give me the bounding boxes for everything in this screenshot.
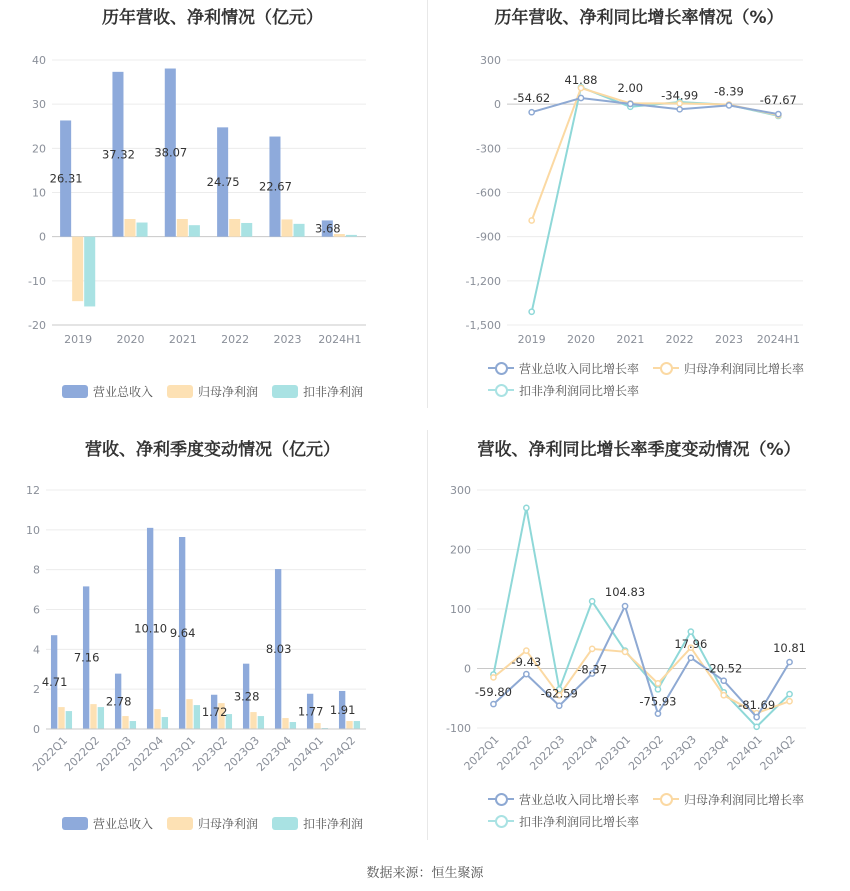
- point-revenue: [557, 703, 562, 708]
- data-label: 1.91: [329, 702, 356, 717]
- legend-swatch: [62, 385, 88, 398]
- bar-deducted-profit: [258, 716, 264, 729]
- legend-swatch: [62, 817, 88, 830]
- x-tick-label: 2023Q1: [593, 732, 634, 773]
- legend-item-deducted-growth[interactable]: [488, 379, 639, 401]
- x-tick-label: 2021: [168, 333, 197, 346]
- data-label: 26.31: [49, 171, 83, 186]
- x-tick-label: 2023Q2: [626, 732, 667, 773]
- y-tick-label: -900: [476, 230, 501, 244]
- data-label: 2.78: [105, 694, 132, 709]
- x-tick-label: 2024Q2: [318, 733, 359, 774]
- x-tick-label: 2023Q2: [190, 733, 231, 774]
- bar-deducted-profit: [137, 223, 148, 237]
- chart-title: 历年营收、净利情况（亿元）: [102, 8, 323, 28]
- y-tick-label: 100: [450, 603, 471, 616]
- legend-label: 归母净利润同比增长率: [684, 792, 805, 807]
- data-label: 3.28: [233, 689, 260, 704]
- legend-swatch: [167, 817, 193, 830]
- data-label: -8.39: [714, 84, 744, 99]
- y-tick-label: -300: [476, 142, 501, 156]
- y-tick-label: 12: [26, 484, 40, 497]
- legend-symbol: [653, 792, 679, 806]
- data-label: 9.64: [169, 626, 196, 641]
- x-tick-label: 2023: [715, 333, 743, 346]
- legend-item-deducted-profit[interactable]: [272, 812, 363, 834]
- point-revenue: [491, 701, 496, 706]
- legend-item-revenue-growth[interactable]: [488, 788, 639, 810]
- legend-label: 归母净利润: [198, 384, 259, 399]
- data-label: 24.75: [206, 175, 240, 190]
- x-tick-label: 2022Q4: [560, 732, 601, 773]
- chart-title: 营收、净利季度变动情况（亿元）: [85, 440, 340, 460]
- bar-deducted-profit: [294, 224, 305, 237]
- legend-label: 营业总收入同比增长率: [519, 792, 640, 807]
- y-tick-label: 10: [32, 186, 46, 200]
- y-tick-label: 0: [494, 98, 501, 112]
- data-label: 7.16: [73, 650, 100, 665]
- quarterly-growth-chart: [428, 430, 850, 850]
- legend-swatch: [272, 817, 298, 830]
- data-label: -75.93: [639, 694, 677, 709]
- bar-deducted-profit: [162, 717, 168, 729]
- y-tick-label: 40: [32, 54, 46, 67]
- point-revenue: [726, 103, 731, 108]
- bar-net-profit: [58, 707, 64, 729]
- point-deducted: [754, 724, 759, 729]
- y-tick-label: -20: [28, 319, 46, 332]
- x-tick-label: 2024Q1: [286, 733, 327, 774]
- bar-deducted-profit: [354, 721, 360, 729]
- data-label: -59.80: [474, 685, 512, 700]
- point-net: [622, 649, 627, 654]
- point-net: [787, 699, 792, 704]
- x-tick-label: 2019: [517, 333, 546, 346]
- point-deducted: [529, 309, 534, 314]
- x-tick-label: 2022: [665, 333, 694, 346]
- y-tick-label: 0: [33, 723, 40, 736]
- data-source: 数据来源：恒生聚源: [366, 866, 484, 881]
- bar-net-profit: [186, 699, 192, 729]
- x-tick-label: 2019: [64, 333, 93, 346]
- bar-net-profit: [229, 219, 240, 237]
- point-deducted: [787, 691, 792, 696]
- bar-deducted-profit: [290, 722, 296, 729]
- y-tick-label: 6: [33, 603, 40, 617]
- point-revenue: [622, 604, 627, 609]
- legend: [488, 788, 828, 832]
- point-net: [590, 646, 595, 651]
- point-net: [655, 681, 660, 686]
- x-tick-label: 2022Q3: [94, 733, 135, 774]
- data-label: 8.03: [265, 642, 292, 657]
- x-tick-label: 2024H1: [318, 333, 362, 346]
- annual-growth-chart: [428, 0, 850, 410]
- y-tick-label: 10: [26, 523, 40, 537]
- point-revenue: [655, 711, 660, 716]
- data-label: 4.71: [41, 675, 68, 690]
- point-net: [491, 675, 496, 680]
- legend-item-net-profit[interactable]: [167, 380, 258, 402]
- legend-label: 营业总收入: [93, 816, 154, 831]
- data-label: 17.96: [674, 636, 708, 651]
- quarterly-amount-chart: [0, 430, 425, 850]
- data-label: -62.59: [540, 686, 578, 701]
- point-net: [529, 218, 534, 223]
- bar-net-profit: [346, 721, 352, 729]
- legend-item-net-growth[interactable]: [653, 357, 804, 379]
- y-tick-label: 4: [33, 643, 40, 657]
- data-label: 38.07: [154, 145, 188, 160]
- bar-deducted-profit: [346, 235, 357, 237]
- x-tick-label: 2022Q2: [494, 732, 535, 773]
- legend-symbol: [488, 814, 514, 828]
- point-revenue: [677, 107, 682, 112]
- legend-symbol: [488, 361, 514, 375]
- x-tick-label: 2023Q4: [691, 732, 732, 773]
- y-tick-label: -1,500: [465, 319, 501, 332]
- point-revenue: [578, 95, 583, 100]
- bar-net-profit: [72, 237, 83, 301]
- bar-deducted-profit: [98, 707, 104, 729]
- chart-title: 历年营收、净利同比增长率情况（%）: [494, 8, 784, 28]
- annual-amount-panel: [0, 0, 425, 410]
- annual-amount-chart: [0, 0, 425, 410]
- legend-item-deducted-profit[interactable]: [272, 380, 363, 402]
- data-label: -34.99: [661, 88, 699, 103]
- bar-net-profit: [314, 723, 320, 729]
- bar-net-profit: [177, 219, 188, 237]
- legend: [488, 357, 828, 401]
- data-label: -20.52: [705, 661, 743, 676]
- quarterly-growth-panel: [428, 430, 850, 850]
- chart-title: 营收、净利同比增长率季度变动情况（%）: [477, 440, 801, 460]
- y-tick-label: 0: [39, 230, 46, 244]
- point-deducted: [590, 599, 595, 604]
- x-tick-label: 2021: [616, 333, 645, 346]
- y-tick-label: -100: [446, 722, 471, 735]
- legend-item-revenue-growth[interactable]: [488, 357, 639, 379]
- legend-label: 扣非净利润: [303, 384, 364, 399]
- x-tick-label: 2024Q2: [757, 732, 798, 773]
- bar-net-profit: [250, 712, 256, 729]
- y-tick-label: 20: [32, 142, 46, 156]
- x-tick-label: 2022: [221, 333, 250, 346]
- x-tick-label: 2024Q1: [724, 732, 765, 773]
- annual-growth-panel: [428, 0, 850, 410]
- legend-symbol: [653, 361, 679, 375]
- bar-net-profit: [154, 709, 160, 729]
- point-deducted: [524, 505, 529, 510]
- legend-item-revenue[interactable]: [62, 812, 153, 834]
- legend-label: 营业总收入同比增长率: [519, 361, 640, 376]
- point-net: [524, 648, 529, 653]
- point-deducted: [655, 687, 660, 692]
- legend-symbol: [488, 383, 514, 397]
- legend-label: 营业总收入: [93, 384, 154, 399]
- data-label: 1.72: [201, 704, 228, 719]
- x-tick-label: 2024H1: [756, 333, 800, 346]
- x-tick-label: 2020: [567, 333, 595, 346]
- legend-swatch: [167, 385, 193, 398]
- x-tick-label: 2023Q3: [222, 733, 263, 774]
- data-label: 104.83: [604, 585, 646, 600]
- x-tick-label: 2023: [273, 333, 302, 346]
- y-tick-label: -600: [476, 186, 501, 200]
- legend-item-net-growth[interactable]: [653, 788, 804, 810]
- x-tick-label: 2022Q1: [30, 733, 71, 774]
- x-tick-label: 2022Q2: [62, 733, 103, 774]
- legend-item-deducted-growth[interactable]: [488, 810, 639, 832]
- series-line-revenue: [532, 98, 779, 114]
- legend-item-revenue[interactable]: [62, 380, 153, 402]
- data-label: -81.69: [738, 698, 776, 713]
- bar-deducted-profit: [66, 711, 72, 729]
- point-net: [721, 693, 726, 698]
- bar-net-profit: [90, 704, 96, 729]
- x-tick-label: 2022Q3: [527, 732, 568, 773]
- point-deducted: [688, 629, 693, 634]
- bar-net-profit: [124, 219, 135, 237]
- y-tick-label: -1,200: [465, 274, 501, 288]
- data-label: -54.62: [513, 91, 551, 106]
- point-revenue: [787, 659, 792, 664]
- y-tick-label: -10: [28, 274, 46, 288]
- legend-symbol: [488, 792, 514, 806]
- x-tick-label: 2023Q4: [254, 733, 295, 774]
- legend: [62, 812, 392, 834]
- data-label: -8.37: [577, 662, 608, 677]
- data-label: 37.32: [101, 147, 135, 162]
- x-tick-label: 2022Q1: [461, 732, 502, 773]
- bar-deducted-profit: [189, 225, 200, 236]
- point-revenue: [721, 678, 726, 683]
- point-revenue: [524, 672, 529, 677]
- x-tick-label: 2023Q3: [658, 732, 699, 773]
- bar-deducted-profit: [194, 705, 200, 729]
- point-revenue: [776, 112, 781, 117]
- legend-item-net-profit[interactable]: [167, 812, 258, 834]
- legend-swatch: [272, 385, 298, 398]
- bar-deducted-profit: [130, 721, 136, 729]
- bar-net-profit: [282, 718, 288, 729]
- point-revenue: [529, 110, 534, 115]
- data-label: -9.43: [511, 655, 542, 670]
- legend: [62, 380, 392, 402]
- legend-label: 归母净利润同比增长率: [684, 361, 805, 376]
- point-revenue: [688, 655, 693, 660]
- data-label: 10.81: [773, 641, 807, 656]
- data-label: 1.77: [297, 704, 324, 719]
- point-revenue: [628, 101, 633, 106]
- x-tick-label: 2020: [116, 333, 145, 346]
- legend-label: 扣非净利润同比增长率: [519, 814, 640, 829]
- legend-label: 扣非净利润: [303, 816, 364, 831]
- y-tick-label: 30: [32, 98, 46, 112]
- y-tick-label: 300: [450, 484, 471, 497]
- y-tick-label: 0: [464, 662, 471, 676]
- bar-deducted-profit: [241, 223, 252, 237]
- legend-label: 扣非净利润同比增长率: [519, 383, 640, 398]
- y-tick-label: 8: [33, 563, 40, 577]
- data-label: 3.68: [314, 221, 341, 236]
- y-tick-label: 200: [450, 543, 471, 557]
- data-label: 22.67: [258, 179, 292, 194]
- data-label: -67.67: [759, 93, 797, 108]
- bar-net-profit: [281, 219, 292, 236]
- data-label: 2.00: [617, 80, 644, 95]
- y-tick-label: 2: [33, 683, 40, 697]
- bar-deducted-profit: [84, 237, 95, 307]
- data-label: 10.10: [134, 621, 168, 636]
- data-label: 41.88: [564, 73, 598, 88]
- legend-label: 归母净利润: [198, 816, 259, 831]
- bar-net-profit: [122, 716, 128, 729]
- x-tick-label: 2022Q4: [126, 733, 167, 774]
- quarterly-amount-panel: [0, 430, 425, 850]
- x-tick-label: 2023Q1: [158, 733, 199, 774]
- y-tick-label: 300: [480, 54, 501, 67]
- point-revenue: [754, 715, 759, 720]
